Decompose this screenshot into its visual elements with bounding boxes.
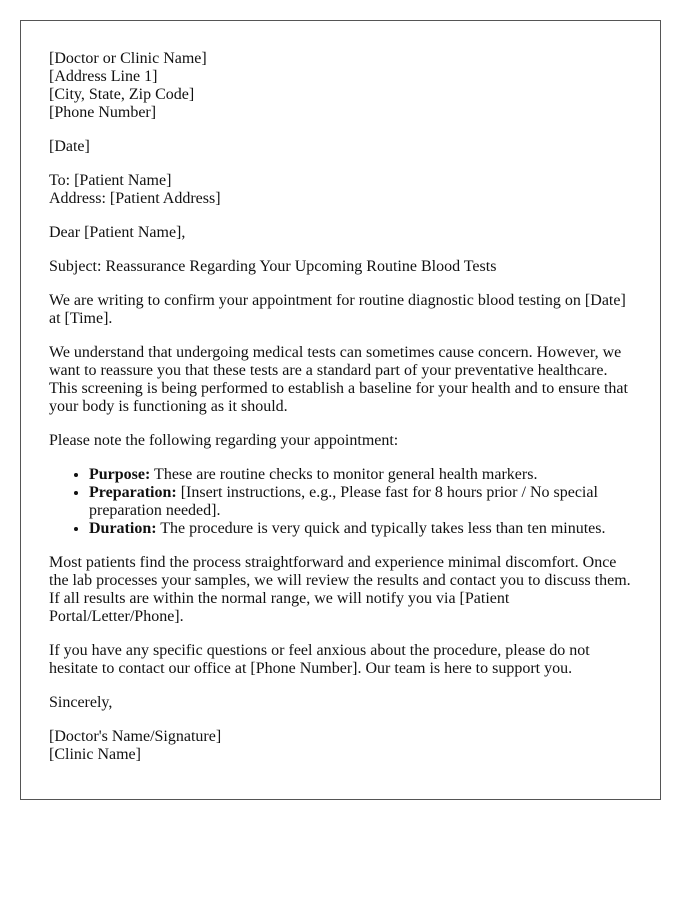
body-paragraph: We are writing to confirm your appointment for routine diagnostic blood testing on [Date] at [Time]. [49,292,626,327]
appointment-details-list [49,466,632,538]
sender-phone: [Phone Number] [49,104,157,121]
list-item-label: Duration: [89,520,157,537]
signoff: Sincerely, [49,694,113,711]
list-item-label: Preparation: [89,484,177,501]
subject-line: Subject: Reassurance Regarding Your Upcoming Routine Blood Tests [49,258,497,275]
list-item [89,466,632,484]
body-paragraph: If you have any specific questions or feel anxious about the procedure, please do not hesitate to contact our office at [Phone Number]. Our team is here to support you. [49,642,590,677]
sender-block [49,50,632,122]
list-item-text: These are routine checks to monitor general health markers. [150,466,538,483]
body-paragraph: Most patients find the process straightforward and experience minimal discomfort. Once the lab processes your samples, we will review the results and contact you to discuss them. If all results are within the normal range, we will notify you via [Patient Portal/Letter/Phone]. [49,554,631,625]
list-item-text: [Insert instructions, e.g., Please fast for 8 hours prior / No special preparation needed]. [89,484,598,519]
sender-city: [City, State, Zip Code] [49,86,195,103]
salutation: Dear [Patient Name], [49,224,186,241]
recipient-address: Address: [Patient Address] [49,190,221,207]
sender-address: [Address Line 1] [49,68,158,85]
sender-name: [Doctor or Clinic Name] [49,50,207,67]
signature-name: [Doctor's Name/Signature] [49,728,222,745]
letter-date: [Date] [49,138,90,155]
body-paragraph: Please note the following regarding your appointment: [49,432,399,449]
list-item-text: The procedure is very quick and typically takes less than ten minutes. [156,520,606,537]
list-item [89,484,632,520]
letter [20,20,661,800]
recipient-block [49,172,632,208]
body-paragraph: We understand that undergoing medical tests can sometimes cause concern. However, we want to reassure you that these tests are a standard part of your preventative healthcare. This screening is being performed to establish a baseline for your health and to ensure that your body is functioning as it should. [49,344,628,415]
list-item [89,520,632,538]
list-item-label: Purpose: [89,466,151,483]
recipient-name: To: [Patient Name] [49,172,172,189]
signature-clinic: [Clinic Name] [49,746,141,763]
signature-block [49,728,632,764]
